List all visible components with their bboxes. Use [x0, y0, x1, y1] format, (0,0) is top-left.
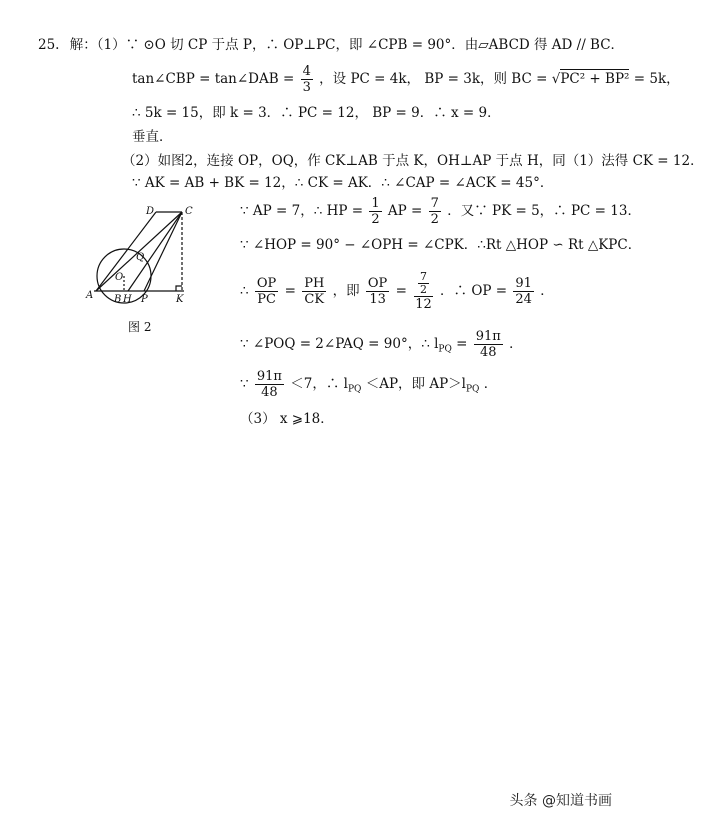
label-d: D — [146, 206, 155, 217]
fraction-denominator: 2 — [371, 212, 380, 227]
fraction-numerator: 1 — [371, 196, 380, 211]
geometry-figure — [84, 198, 214, 328]
fraction-numerator: 7 — [419, 270, 427, 283]
solution-line-10 — [240, 326, 523, 368]
ap-equals: AP = — [387, 203, 423, 219]
let-pc-bp: ，设 PC = 4k， BP = 3k，则 BC = — [319, 71, 548, 87]
solution-line-7 — [240, 196, 641, 227]
label-c: C — [185, 206, 193, 217]
solution-line-3: ∴ 5k = 15，即 k = 3．∴ PC = 12， BP = 9．∴ x = 9． — [132, 105, 501, 121]
label-q: Q — [136, 252, 145, 263]
because-symbol: ∵ — [240, 376, 249, 392]
period-3: ． — [483, 376, 498, 392]
equals-sign: = — [284, 283, 296, 299]
fraction-denominator: 3 — [302, 80, 311, 95]
fraction-denominator: 2 — [419, 283, 427, 296]
compound-denominator: 12 — [415, 297, 432, 312]
fraction-ph-ck — [302, 276, 326, 307]
bc-equals-5k: = 5k， — [633, 71, 680, 87]
solution-part2-line2: ∵ AK = AB + BK = 12，∴ CK = AK．∴ ∠CAP = ∠ACK = 45°． — [132, 175, 554, 191]
period-2: ． — [509, 336, 523, 352]
label-o: O — [115, 272, 124, 283]
label-h: H — [123, 294, 132, 305]
namely-text: ，即 — [332, 283, 360, 299]
label-b: B — [114, 294, 122, 305]
fraction-numerator: PH — [304, 276, 325, 291]
fraction-4-3 — [301, 64, 313, 95]
less-than-7-text: ＜7，∴ l — [290, 376, 348, 392]
fraction-91pi-48-b — [255, 369, 284, 400]
fraction-op-pc — [255, 276, 278, 307]
solution-line-4: 垂直． — [132, 129, 173, 145]
fraction-1-2 — [369, 196, 381, 227]
tan-equation: tan∠CBP = tan∠DAB = — [132, 71, 295, 87]
inner-fraction-7-2 — [418, 271, 429, 296]
watermark: 头条 @知道书画 — [509, 793, 612, 809]
solution-part1-line1: 解：（1）∵ ⊙O 切 CP 于点 P，∴ OP⊥PC，即 ∠CPB = 90°．由▱ABCD 得 AD // BC． — [69, 37, 625, 53]
fraction-numerator: 91π — [475, 329, 501, 344]
less-than-ap-text: ＜AP，即 AP＞l — [365, 376, 466, 392]
label-k: K — [176, 294, 184, 305]
equals-sign-2: = — [395, 283, 407, 299]
fraction-91pi-48 — [474, 329, 503, 360]
solution-line-11 — [240, 366, 497, 408]
solution-part2-line1: （2）如图2，连接 OP，OQ，作 CK⊥AB 于点 K，OH⊥AP 于点 H，同（1）法得 CK = 12． — [122, 153, 704, 169]
fraction-op-13 — [366, 276, 389, 307]
fraction-numerator: 91π — [256, 369, 282, 384]
period: ． — [540, 283, 554, 299]
sqrt-symbol: √ — [551, 71, 561, 87]
fraction-denominator: 2 — [430, 212, 439, 227]
therefore-symbol: ∴ — [240, 283, 249, 299]
segment-ad — [96, 212, 156, 291]
problem-heading-line — [38, 36, 624, 54]
fraction-91-24 — [513, 276, 534, 307]
equals-sign-3: = — [456, 336, 468, 352]
fraction-numerator: OP — [256, 276, 277, 291]
fraction-denominator: 48 — [261, 385, 278, 400]
arc-subscript-3: PQ — [466, 384, 480, 395]
fraction-numerator: 91 — [515, 276, 532, 291]
segment-pc — [144, 212, 182, 291]
solution-line-2 — [132, 64, 680, 95]
label-a: A — [86, 290, 94, 301]
solution-line-8: ∵ ∠HOP = 90° − ∠OPH = ∠CPK．∴Rt △HOP ∽ Rt △KPC． — [240, 237, 642, 253]
fraction-7-2 — [429, 196, 441, 227]
right-angle-mark — [176, 286, 182, 291]
fraction-denominator: 13 — [369, 292, 386, 307]
fraction-denominator: 24 — [515, 292, 532, 307]
fraction-numerator: 7 — [430, 196, 439, 211]
problem-number: 25. — [38, 37, 60, 53]
label-p: P — [141, 294, 148, 305]
arc-subscript-2: PQ — [347, 384, 362, 395]
fraction-numerator: OP — [367, 276, 388, 291]
fraction-denominator: CK — [304, 292, 325, 307]
sqrt-radicand: PC² + BP² — [560, 71, 630, 87]
arc-subscript: PQ — [438, 344, 452, 355]
fraction-denominator: 48 — [480, 345, 497, 360]
pk-pc-text: ．又∵ PK = 5，∴ PC = 13． — [447, 203, 641, 219]
figure-caption: 图 2 — [128, 320, 152, 334]
ap-hp-text: ∵ AP = 7，∴ HP = — [240, 203, 364, 219]
solution-part3: （3） x ⩾18． — [240, 411, 334, 427]
fraction-numerator: 4 — [302, 64, 311, 79]
fraction-denominator: PC — [257, 292, 276, 307]
solution-line-9 — [240, 266, 554, 316]
op-result-text: ．∴ OP = — [440, 283, 508, 299]
compound-numerator — [414, 271, 433, 297]
compound-fraction — [413, 271, 434, 312]
angle-poq-text: ∵ ∠POQ = 2∠PAQ = 90°，∴ l — [240, 336, 439, 352]
